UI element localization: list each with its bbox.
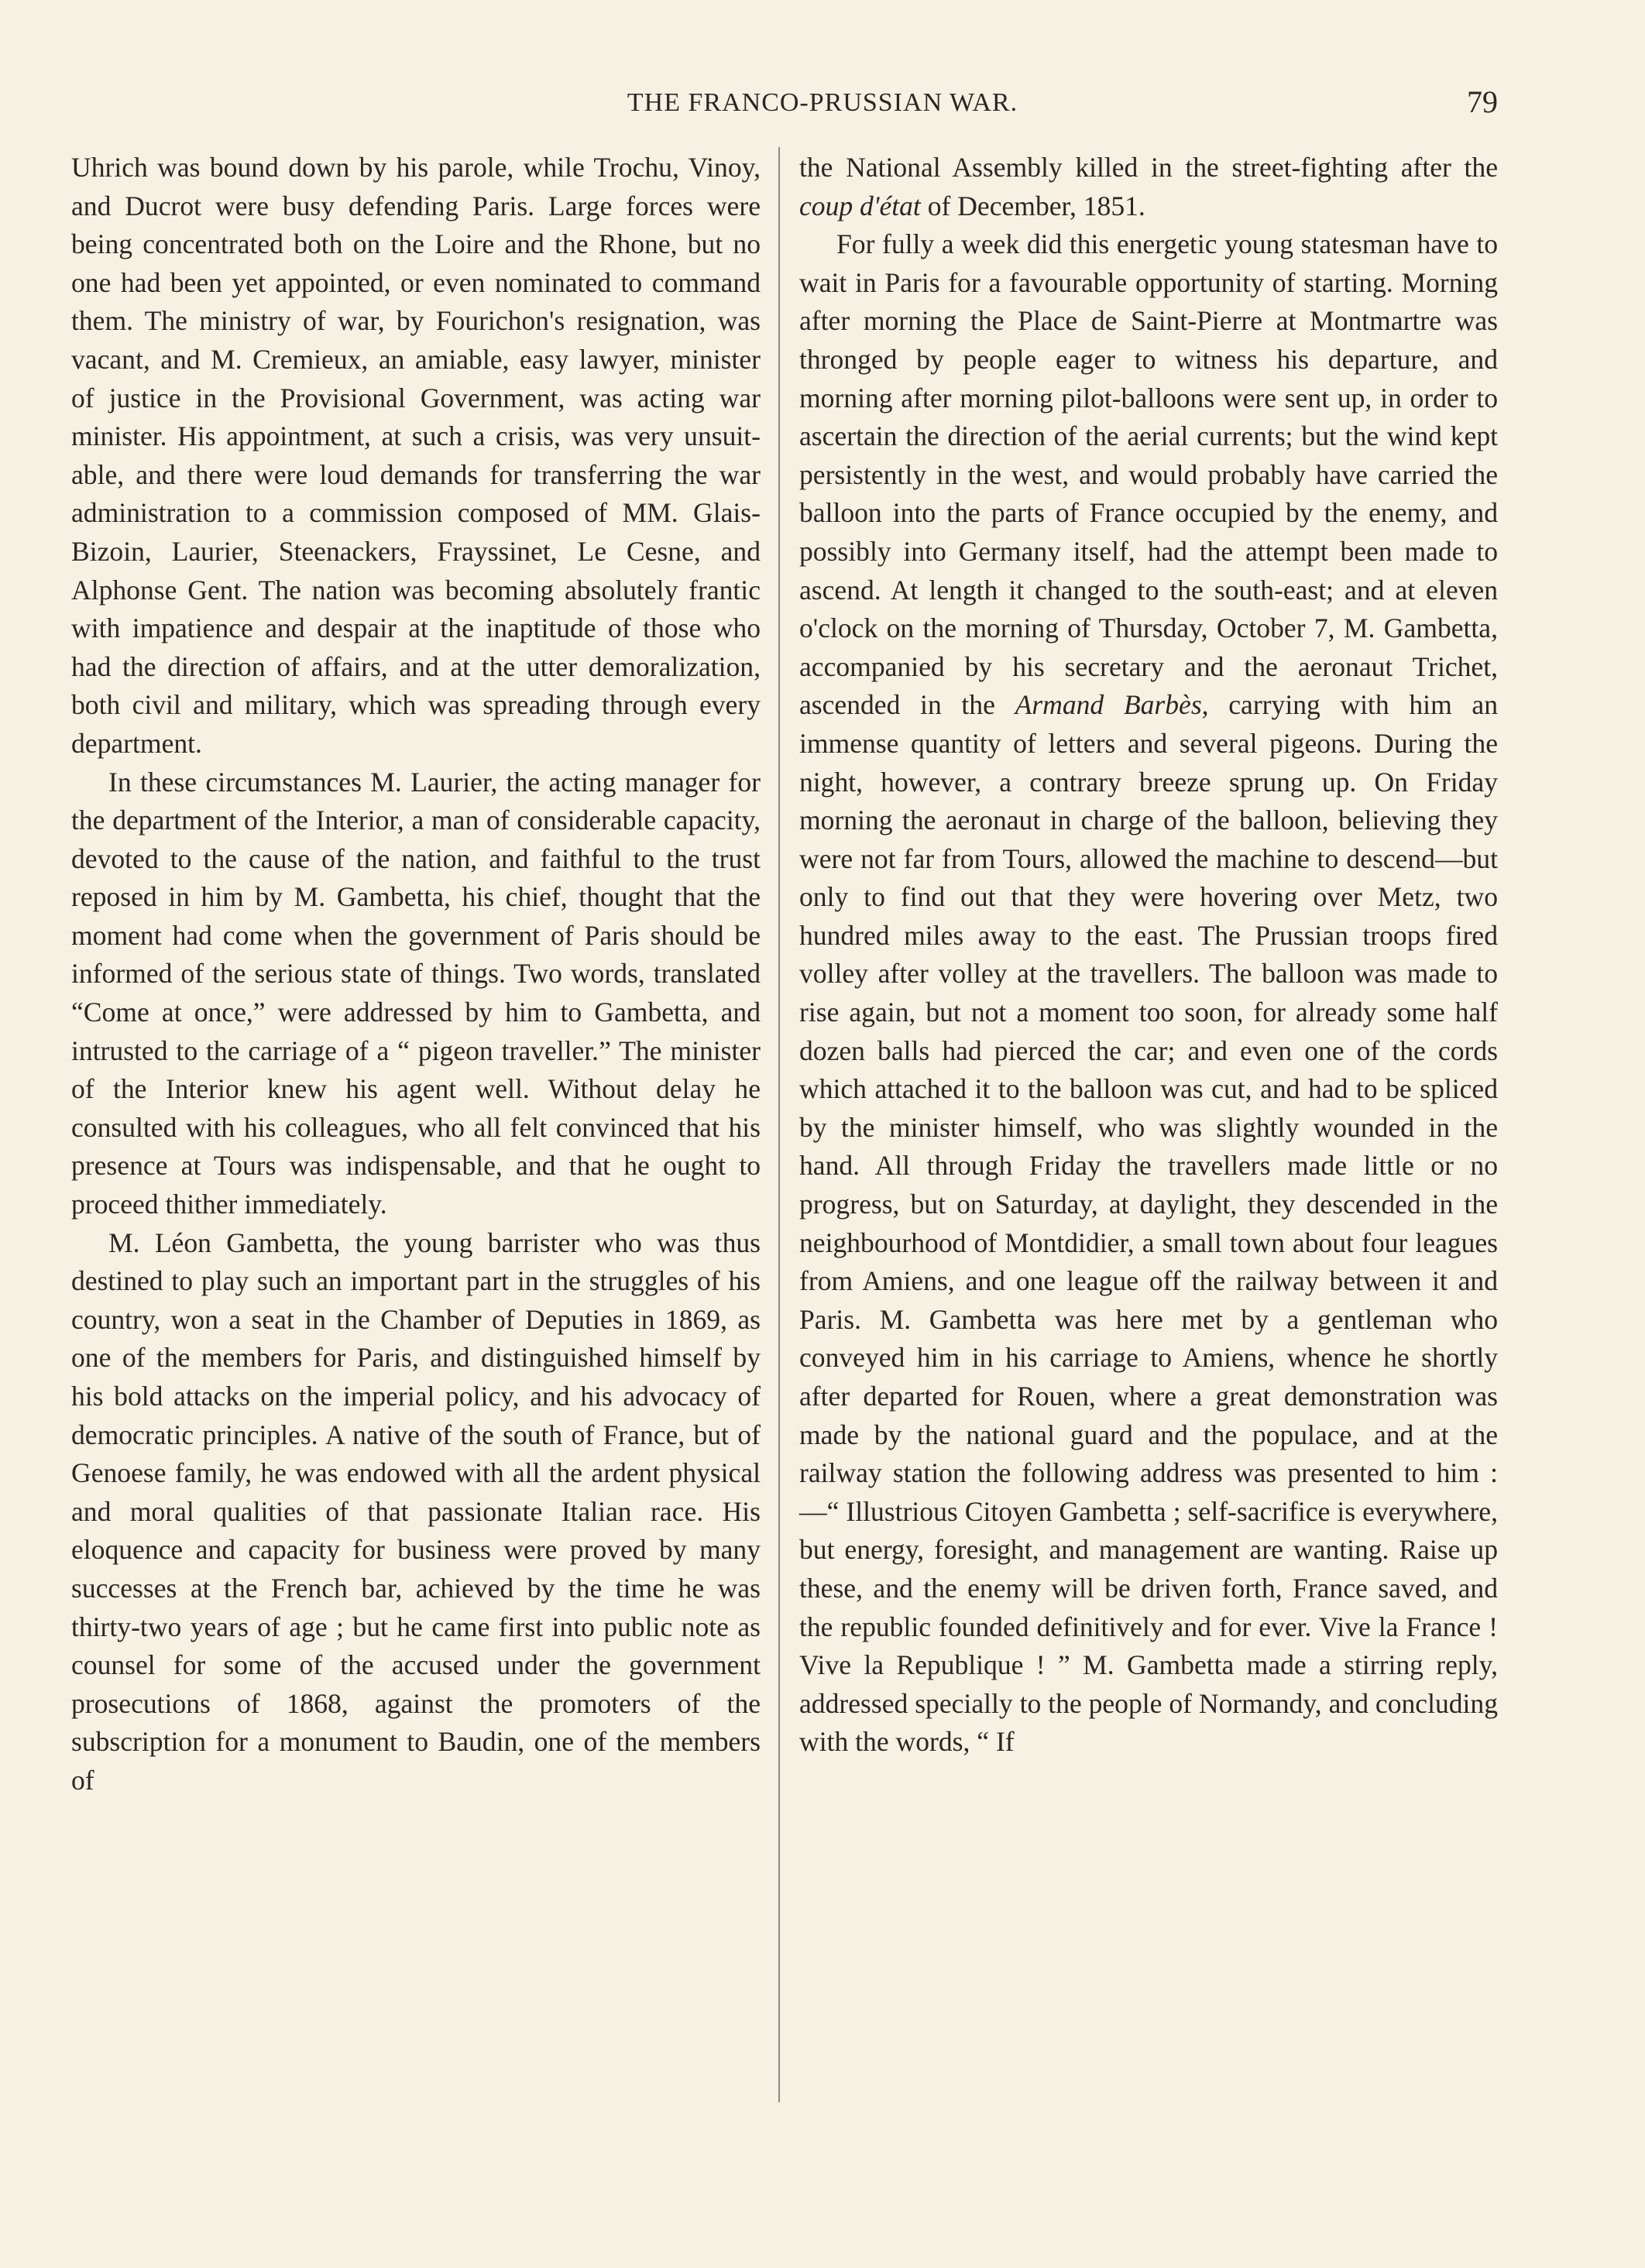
text-run: the National Assembly killed in the street-fighting after the bbox=[799, 152, 1498, 183]
paragraph: In these circumstances M. Laurier, the acting manager for the department of the Interior, a man of considerable capacity, devoted to the cause of the nation, and faithful to the trust reposed in him by M. Gambetta, his chief, thought that the moment had come when the government of Paris should be informed of the serious state of things. Two words, translated “Come at once,” were addressed by him to Gambetta, and intrusted to the carriage of a “ pigeon traveller.” The minister of the Interior knew his agent well. Without delay he consulted with his colleagues, who all felt convinced that his presence at Tours was indispensable, and that he ought to proceed thither immediately. bbox=[71, 766, 761, 1220]
paragraph bbox=[799, 225, 1498, 1762]
text-run: carrying with him an immense quantity of letters and several pigeons. During the night, however, a contrary breeze sprung up. On Friday morning the aeronaut in charge of the balloon, believing they were not far from Tours, allowed the machine to descend—but only to find out that they were hovering over Metz, two hundred miles away to the east. The Prussian troops fired volley after volley at the travellers. The balloon was made to rise again, but not a moment too soon, for already some half dozen balls had pierced the car; and even one of the cords which attached it to the balloon was cut, and had to be spliced by the minister himself, who was slightly wounded in the hand. All through Friday the travellers made little or no progress, but on Saturday, at daylight, they descended in the neighbourhood of Montdidier, a small town about four leagues from Amiens, and one league off the railway between it and Paris. M. Gambetta was here met by a gentleman who conveyed him in his carriage to Amiens, whence he shortly after departed for Rouen, where a great demonstration was made by the national guard and the populace, and at the railway station the following address was presented to him :—“ Illustrious Citoyen Gambetta ; self-sacrifice is everywhere, but energy, foresight, and management are wanting. Raise up these, and the enemy will be driven forth, France saved, and the republic founded definitively and for ever. Vive la France ! Vive la Republique ! ” M. Gambetta made a stirring reply, addressed specially to the people of Normandy, and concluding with the words, “ If bbox=[799, 689, 1498, 1758]
column-divider bbox=[778, 147, 780, 2102]
text-run: For fully a week did this energetic young statesman have to wait in Paris for a favourable opportunity of starting. Morning after morning the Place de Saint-Pierre at Montmartre was thronged by people eager to witness his departure, and morning after morning pilot-balloons were sent up, in order to ascertain the direction of the aerial currents; but the wind kept persistently in the west, and would probably have carried the balloon into the parts of France occupied by the enemy, and possibly into Germany itself, had the attempt been made to ascend. At length it changed to the south-east; and at eleven o'clock on the morning of Thursday, October 7, M. Gambetta, accompanied by his secretary and the aeronaut Trichet, ascended in the bbox=[799, 228, 1498, 721]
text-run: of December, 1851. bbox=[920, 190, 1145, 221]
page-header bbox=[0, 84, 1645, 130]
paragraph: M. Léon Gambetta, the young barrister who was thus destined to play such an important part in the struggles of his country, won a seat in the Chamber of Deputies in 1869, as one of the members for Paris, and distinguished himself by his bold attacks on the imperial policy, and his advocacy of democratic principles. A native of the south of France, but of Genoese family, he was endowed with all the ardent physical and moral qualities of that passionate Italian race. His eloquence and capacity for business were proved by many successes at the French bar, achieved by the time he was thirty-two years of age ; but he came first into public note as counsel for some of the accused under the government prosecutions of 1868, against the promoters of the subscription for a monument to Baudin, one of the members of bbox=[71, 1227, 761, 1796]
italic-text: Armand Barbès, bbox=[1015, 689, 1209, 721]
paragraph: Uhrich was bound down by his parole, while Trochu, Vinoy, and Ducrot were busy defending Paris. Large forces were being concentrated both on the Loire and the Rhone, but no one had been yet appointed, or even nominated to command them. The ministry of war, by Fourichon's resignation, was vacant, and M. Cremieux, an amiable, easy lawyer, minister of justice in the Provisional Government, was acting war minister. His appointment, at such a crisis, was very unsuitable, and there were loud demands for transferring the war administration to a commission composed of MM. Glais-Bizoin, Laurier, Steenackers, Frayssinet, Le Cesne, and Alphonse Gent. The nation was becoming absolutely frantic with impatience and despair at the inaptitude of those who had the direction of affairs, and at the utter demoralization, both civil and military, which was spreading through every department. bbox=[71, 152, 761, 759]
right-column bbox=[799, 149, 1498, 1762]
page-number: 79 bbox=[1467, 84, 1498, 119]
italic-text: coup d'état bbox=[799, 190, 921, 221]
running-title: THE FRANCO-PRUSSIAN WAR. bbox=[627, 88, 1018, 117]
paragraph bbox=[799, 149, 1498, 225]
left-column bbox=[71, 149, 761, 1800]
